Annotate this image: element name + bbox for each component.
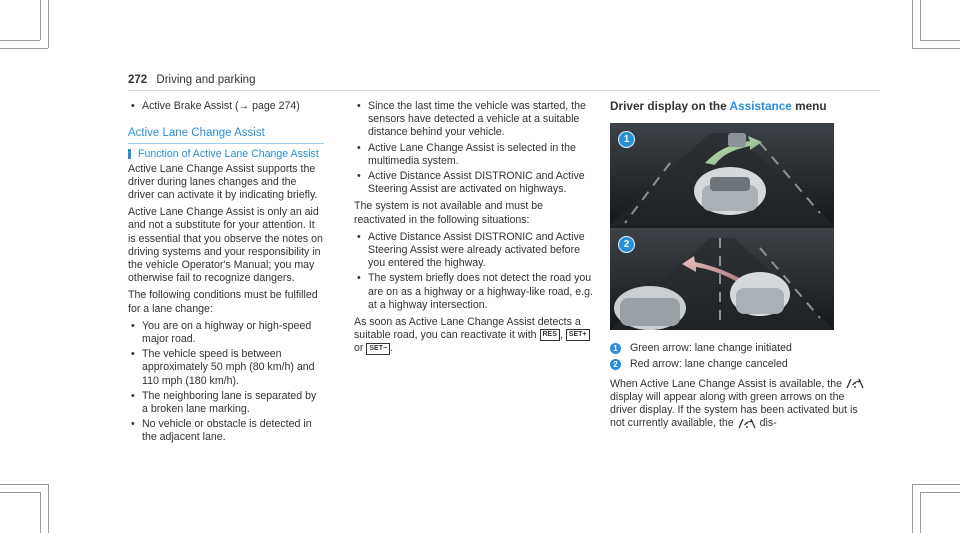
figure-title xyxy=(610,100,870,113)
list-item: • The system briefly does not detect the road you are on as a highway or a highway-like road, e.g. at a highway intersection. xyxy=(354,272,594,312)
set-plus-button-icon: SET+ xyxy=(566,329,590,341)
paragraph: The system is not available and must be reactivated in the following situations: xyxy=(354,200,544,226)
middle-column xyxy=(354,100,594,360)
left-column xyxy=(128,100,324,449)
list-item: • Since the last time the vehicle was started, the sensors have detected a vehicle at a suitable distance behind your vehicle. xyxy=(354,100,594,140)
page-link[interactable]: Active Brake Assist (→ page 274) xyxy=(142,100,300,112)
display-pane-green xyxy=(610,123,834,225)
title-accent: Assistance xyxy=(729,99,792,113)
list-item: • Active Lane Change Assist is selected in the multimedia system. xyxy=(354,142,594,168)
res-button-icon: RES xyxy=(540,329,560,341)
crop-mark xyxy=(912,484,913,533)
crop-mark xyxy=(40,0,41,40)
display-pane-red xyxy=(610,228,834,330)
list-item: • No vehicle or obstacle is detected in the adjacent lane. xyxy=(128,418,324,444)
legend-text: Green arrow: lane change initiated xyxy=(629,342,792,355)
lane-change-assist-icon xyxy=(737,418,757,429)
page-number: 272 xyxy=(128,74,148,86)
crop-mark xyxy=(48,484,49,533)
lane-change-red-image xyxy=(610,228,834,330)
crop-mark xyxy=(920,0,921,40)
legend-badge-1: 1 xyxy=(610,343,621,354)
right-column xyxy=(610,100,870,434)
title-suffix: menu xyxy=(795,99,827,113)
title-prefix: Driver display on the xyxy=(610,99,727,113)
header-rule xyxy=(128,90,880,91)
legend-badge-2: 2 xyxy=(610,359,621,370)
figure-callout-2: 2 xyxy=(618,236,635,253)
list-item: • The vehicle speed is between approximately 50 mph (80 km/h) and 110 mph (180 km/h). xyxy=(128,348,324,388)
set-minus-button-icon: SET− xyxy=(366,343,390,355)
paragraph xyxy=(610,378,870,431)
crop-mark xyxy=(0,40,40,41)
list-item: • Active Distance Assist DISTRONIC and Active Steering Assist were already activated before you entered the highway. xyxy=(354,231,594,271)
crop-mark xyxy=(40,492,41,533)
list-item: • Active Distance Assist DISTRONIC and Active Steering Assist are activated on highways. xyxy=(354,170,594,196)
crop-mark xyxy=(912,0,913,48)
list-item xyxy=(128,100,324,113)
para-part: dis- xyxy=(759,417,777,430)
crop-mark xyxy=(920,492,960,493)
intro-list xyxy=(128,100,324,113)
paragraph: The following conditions must be fulfilled for a lane change: xyxy=(128,289,318,315)
para-part: When Active Lane Change Assist is available, the xyxy=(610,377,843,390)
conditions-list xyxy=(128,320,324,445)
list-item: • The neighboring lane is separated by a broken lane marking. xyxy=(128,390,324,416)
crop-mark xyxy=(920,40,960,41)
driver-display-figure xyxy=(610,123,834,330)
crop-mark xyxy=(0,48,48,49)
crop-mark xyxy=(0,484,48,485)
lane-change-green-image xyxy=(610,123,834,225)
lane-change-assist-icon xyxy=(845,378,865,389)
subsection-title: Function of Active Lane Change Assist xyxy=(128,148,324,161)
crop-mark xyxy=(912,48,960,49)
legend-text: Red arrow: lane change canceled xyxy=(629,358,788,371)
situations-list xyxy=(354,231,594,312)
crop-mark xyxy=(48,0,49,48)
crop-mark xyxy=(920,492,921,533)
figure-callout-1: 1 xyxy=(618,131,635,148)
list-item: • You are on a highway or high-speed major road. xyxy=(128,320,324,346)
reactivate-text: As soon as Active Lane Change Assist detects a suitable road, you can reactivate it with xyxy=(354,316,581,342)
page-header xyxy=(128,74,255,86)
para-part: display will appear along with green arrows on the driver display. If the system has been activated but is not currently available, the xyxy=(610,390,858,430)
conditions-list-continued xyxy=(354,100,594,196)
section-title: Active Lane Change Assist xyxy=(128,127,324,144)
crop-mark xyxy=(0,492,40,493)
legend-item-1 xyxy=(610,342,870,355)
paragraph: Active Lane Change Assist supports the driver during lanes changes and the driver can activate it by indicating briefly. xyxy=(128,162,318,202)
crop-mark xyxy=(912,484,960,485)
section-name: Driving and parking xyxy=(156,74,256,86)
paragraph: Active Lane Change Assist is only an aid and not a substitute for your attention. It is essential that you observe the notes on driving systems and your responsibility in the vehicle Operator's Manual; you may otherwise fail to recognize dangers. xyxy=(128,206,323,285)
or-text: or xyxy=(354,342,364,355)
paragraph: As soon as Active Lane Change Assist detects a suitable road, you can reactivate it with RES , SET+ or SET− . xyxy=(354,316,594,356)
legend-item-2 xyxy=(610,358,870,371)
